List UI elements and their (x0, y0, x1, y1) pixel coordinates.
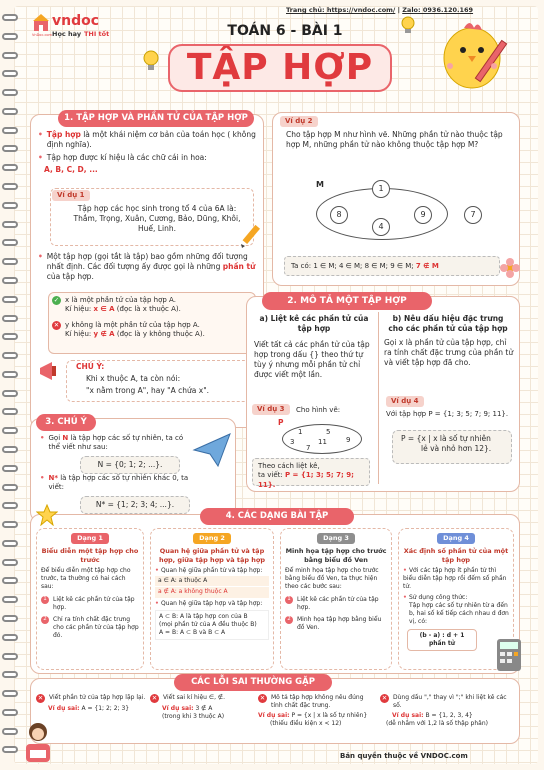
pencil-icon (238, 224, 262, 248)
bullet-definition: • Tập hợp là một khái niệm cơ bản của toán học ( không định nghĩa). (38, 130, 256, 150)
section-5-header: CÁC LỖI SAI THƯỜNG GẶP (174, 674, 332, 691)
lesson-subtitle: TOÁN 6 - BÀI 1 (227, 23, 343, 39)
example-2-answer: Ta có: 1 ∈ M; 4 ∈ M; 8 ∈ M; 9 ∈ M; 7 ∉ M (284, 256, 500, 276)
error-1: ✕ Viết phần tử của tập hợp lặp lại. Ví dụ sai: A = {1; 2; 2; 3} (37, 694, 146, 712)
error-3: ✕ Mô tả tập hợp không nêu đúng tính chất đặc trưng. Ví dụ sai: P = {x | x là số tự nhiên} (thiếu điều kiện x < 12) (258, 694, 368, 728)
example-2-tag: Ví dụ 2 (280, 116, 318, 127)
vndoc-logo[interactable] (32, 12, 122, 44)
flower-icon (498, 258, 522, 284)
example-3-hint: Cho hình vẽ: (296, 406, 341, 414)
home-link[interactable]: Trang chủ: https://vndoc.com/ (286, 6, 396, 14)
type-3-card: Dạng 3 Minh họa tập hợp cho trước bằng biểu đồ Ven Để minh họa tập hợp cho trước bằng biểu đồ Ven, ta thực hiện theo các bước sau: 1 Liệt kê các phần tử của tập hợp. 2 Minh họa tập hợp bằng biểu đồ Ven. (280, 528, 392, 670)
element-1: 1 (372, 180, 390, 198)
spiral-binding (2, 14, 18, 754)
error-4: ✕ Dùng dấu "," thay vì ";" khi liệt kê các số. Ví dụ sai: B = {1, 2, 3, 4} (dễ nhầm với 1,2 là số thập phân) (381, 694, 507, 728)
type-2-card: Dạng 2 Quan hệ giữa phần tử và tập hợp, giữa tập hợp và tập hợp • Quan hệ giữa phần tử và tập hợp: a ∈ A: a thuộc A a ∉ A: a không thuộc A • Quan hệ giữa tập hợp và tập hợp: A ⊂ B: A là tập hợp con của B (mọi phần tử của A đều thuộc B) A = B: A ⊂ B và B ⊂ A (150, 528, 274, 670)
p-element-9: 9 (346, 436, 351, 444)
cross-icon: ✕ (53, 320, 60, 329)
section-3-header: 3. CHÚ Ý (36, 414, 96, 431)
page-title: TẬP HỢP (186, 47, 374, 88)
method-a-title: a) Liệt kê các phần tử của tập hợp (259, 314, 369, 334)
p-element-3: 3 (290, 438, 295, 446)
example-4-tag: Ví dụ 4 (386, 396, 424, 407)
in-line-2: Kí hiệu: x ∈ A (đọc là x thuộc A). (65, 305, 181, 314)
lightbulb-icon (140, 48, 162, 76)
chick-mascot-icon (436, 8, 516, 98)
method-b-title: b) Nêu dấu hiệu đặc trưng cho các phần tử của tập hợp (388, 314, 508, 334)
method-b-text: Gọi x là phần tử của tập hợp, chỉ ra tính chất đặc trưng của phần tử và viết tập hợp đã cho. (384, 338, 514, 368)
logo-slogan: Học hay (52, 30, 82, 38)
lightbulb-icon (398, 14, 418, 34)
logo-small: VnDoc.com (32, 33, 52, 37)
example-3-tag: Ví dụ 3 (252, 404, 290, 415)
type-4-card: Dạng 4 Xác định số phần tử của một tập hợp • Với các tập hợp ít phần tử thì biểu diễn tập hợp rồi đếm số phần tử. • Sử dụng công thức: Tập hợp các số tự nhiên từ a đến b, hai số kế tiếp cách nhau d đơn vị, có: (b - a) : d + 1 phần tử (398, 528, 514, 670)
example-4-text: Với tập hợp P = {1; 3; 5; 7; 9; 11}. (386, 410, 509, 418)
section-2-header: 2. MÔ TẢ MỘT TẬP HỢP (262, 292, 432, 310)
set-m-label: M (316, 180, 324, 189)
note-line-2: "x nằm trong A", hay "A chứa x". (86, 386, 210, 395)
example-1-tag: Ví dụ 1 (52, 190, 90, 201)
p-element-7: 7 (306, 444, 311, 452)
example-4-formula: P = {x | x là số tự nhiên lẻ và nhỏ hơn 12}. (392, 430, 512, 464)
zalo-link[interactable]: Zalo: 0936.120.169 (402, 6, 474, 14)
cross-icon: ✕ (259, 694, 266, 703)
cross-icon: ✕ (151, 694, 158, 703)
out-line-1: ✕ y không là một phần tử của tập hợp A. (53, 320, 200, 329)
in-line-1: ✓ x là một phần tử của tập hợp A. (53, 296, 176, 305)
section-1-header: 1. TẬP HỢP VÀ PHẦN TỬ CỦA TẬP HỢP (58, 110, 254, 127)
p-element-11: 11 (318, 438, 327, 446)
check-icon: ✓ (53, 296, 60, 305)
example-1-text: Tập hợp các học sinh trong tổ 4 của 6A là: Thắm, Trọng, Xuân, Cương, Bảo, Dũng, Khôi, Huế, Linh. (73, 204, 241, 234)
example-2-question: Cho tập hợp M như hình vẽ. Những phần tử nào thuộc tập hợp M, những phần tử nào không thuộc tập hợp M? (286, 130, 503, 150)
formula-n: N = {0; 1; 2; ...}. (80, 456, 180, 474)
section-4-header: 4. CÁC DẠNG BÀI TẬP (200, 508, 354, 525)
girl-reading-icon (18, 720, 58, 766)
p-element-5: 5 (326, 428, 331, 436)
method-a-text: Viết tất cả các phần tử của tập hợp trong dấu {} theo thứ tự tùy ý nhưng mỗi phần tử chỉ được viết một lần. (254, 340, 370, 380)
logo-text: vndoc (52, 13, 100, 29)
note-n: • Gọi N là tập hợp các số tự nhiên, ta có thể viết như sau: (40, 434, 184, 452)
method-divider (378, 312, 379, 484)
megaphone-icon (38, 360, 64, 382)
cross-icon: ✕ (381, 694, 388, 703)
cross-icon: ✕ (37, 694, 44, 703)
bullet-notation: • Tập hợp được kí hiệu là các chữ cái in hoa: (38, 153, 207, 163)
note-title: CHÚ Ý: (76, 362, 105, 371)
copyright-footer: Bản quyền thuộc về VNDOC.com (340, 752, 468, 760)
contact-sep: | (397, 6, 400, 14)
element-4: 4 (372, 218, 390, 236)
paper-plane-icon (192, 430, 232, 470)
example-3-answer: Theo cách liệt kê, ta viết: P = {1; 3; 5; 7; 9; 11}. (252, 458, 370, 486)
element-7: 7 (464, 206, 482, 224)
formula-n-star: N* = {1; 2; 3; 4; ...}. (80, 496, 190, 514)
note-n-star: • N* là tập hợp các số tự nhiên khác 0, ta viết: (40, 474, 189, 492)
set-p-label: P (278, 418, 284, 427)
note-line-1: Khi x thuộc A, ta còn nói: (86, 374, 181, 383)
logo-slogan-2: THI tốt (84, 30, 110, 38)
bullet-element: • Một tập hợp (gọi tắt là tập) bao gồm những đối tượng nhất định. Các đối tượng ấy được gọi là những phần tử của tập hợp. (38, 252, 256, 282)
star-icon (36, 504, 58, 526)
p-element-1: 1 (298, 428, 303, 436)
type-1-card: Dạng 1 Biểu diễn một tập hợp cho trước Để biểu diễn một tập hợp cho trước, ta thường có hai cách sau: 1 Liệt kê các phần tử của tập hợp. 2 Chỉ ra tính chất đặc trưng cho các phần tử của tập hợp đó. (36, 528, 144, 670)
error-2: ✕ Viết sai kí hiệu ∈, ∉. Ví dụ sai: 3 ∉ A (trong khi 3 thuộc A) (151, 694, 226, 721)
element-9: 9 (414, 206, 432, 224)
calculator-icon (496, 638, 522, 672)
castle-icon (32, 14, 50, 32)
out-line-2: Kí hiệu: y ∉ A (đọc là y không thuộc A). (65, 330, 205, 339)
element-8: 8 (330, 206, 348, 224)
uppercase-letters: A, B, C, D, ... (44, 165, 98, 175)
